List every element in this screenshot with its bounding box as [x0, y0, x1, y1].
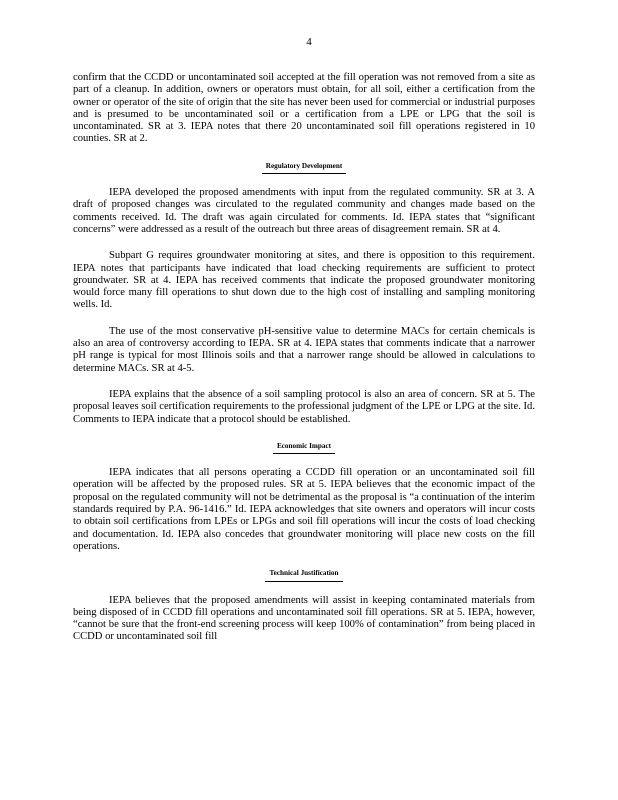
paragraph-regulatory-2: Subpart G requires groundwater monitoring at sites, and there is opposition to this requirement. IEPA notes that participants have indicated that load checking requirements are sufficient to protect groundwater. SR at 4. IEPA has received comments that indicate the proposed groundwater monitoring would force many fill operations to shut down due to the high cost of installing and sampling monitoring wells. Id.	[73, 250, 535, 311]
section-heading-technical-justification	[73, 567, 535, 581]
paragraph-regulatory-1: IEPA developed the proposed amendments with input from the regulated community. SR at 3. A draft of proposed changes was circulated to the regulated community and changes made based on the comments received. Id. The draft was again circulated for comments. Id. IEPA states that “significant concerns” were addressed as a result of the outreach but three areas of disagreement remain. SR at 4.	[73, 187, 535, 235]
paragraph-regulatory-3: The use of the most conservative pH-sensitive value to determine MACs for certain chemicals is also an area of controversy according to IEPA. SR at 4. IEPA states that comments indicate that a narrower pH range is typical for most Illinois soils and that a narrower range should be allowed in calculations to determine MACs. SR at 4-5.	[73, 325, 535, 374]
section-heading-economic-impact	[73, 440, 535, 454]
section-heading-regulatory-development	[73, 160, 535, 174]
page-number: 4	[306, 36, 312, 48]
paragraph-regulatory-4: IEPA explains that the absence of a soil sampling protocol is also an area of concern. SR at 5. The proposal leaves soil certification requirements to the professional judgment of the LPE or LPG at the site. Id. Comments to IEPA indicate that a protocol should be established.	[73, 388, 535, 425]
heading-text: Economic Impact	[273, 440, 335, 454]
heading-text: Regulatory Development	[262, 160, 346, 174]
heading-text: Technical Justification	[265, 567, 342, 581]
paragraph-technical-1: IEPA believes that the proposed amendments will assist in keeping contaminated materials from being disposed of in CCDD fill operations and uncontaminated soil fill operations. SR at 5. IEPA, however, “cannot be sure that the front-end screening process will keep 100% of contamination” from being placed in CCDD or uncontaminated soil fill	[73, 594, 535, 643]
paragraph-continuation: confirm that the CCDD or uncontaminated soil accepted at the fill operation was not removed from a site as part of a cleanup. In addition, owners or operators must obtain, for all soil, either a certification from the owner or operator of the site of origin that the site has never been used for commercial or industrial purposes and is presumed to be uncontaminated soil or a certification from a LPE or LPG that the soil is uncontaminated. SR at 3. IEPA notes that there 20 uncontaminated soil fill operations registered in 10 counties. SR at 2.	[73, 72, 535, 145]
paragraph-economic-1: IEPA indicates that all persons operating a CCDD fill operation or an uncontaminated soil fill operation will be affected by the proposed rules. SR at 5. IEPA believes that the economic impact of the proposal on the regulated community will not be detrimental as the proposal is “a continuation of the interim standards required by P.A. 96-1416.” Id. IEPA acknowledges that site owners and operators will incur costs to obtain soil certifications from LPEs or LPGs and soil fill operations will incur the costs of load checking and documentation. Id. IEPA also concedes that groundwater monitoring will place new costs on the fill operations.	[73, 467, 535, 552]
document-body	[73, 72, 535, 658]
